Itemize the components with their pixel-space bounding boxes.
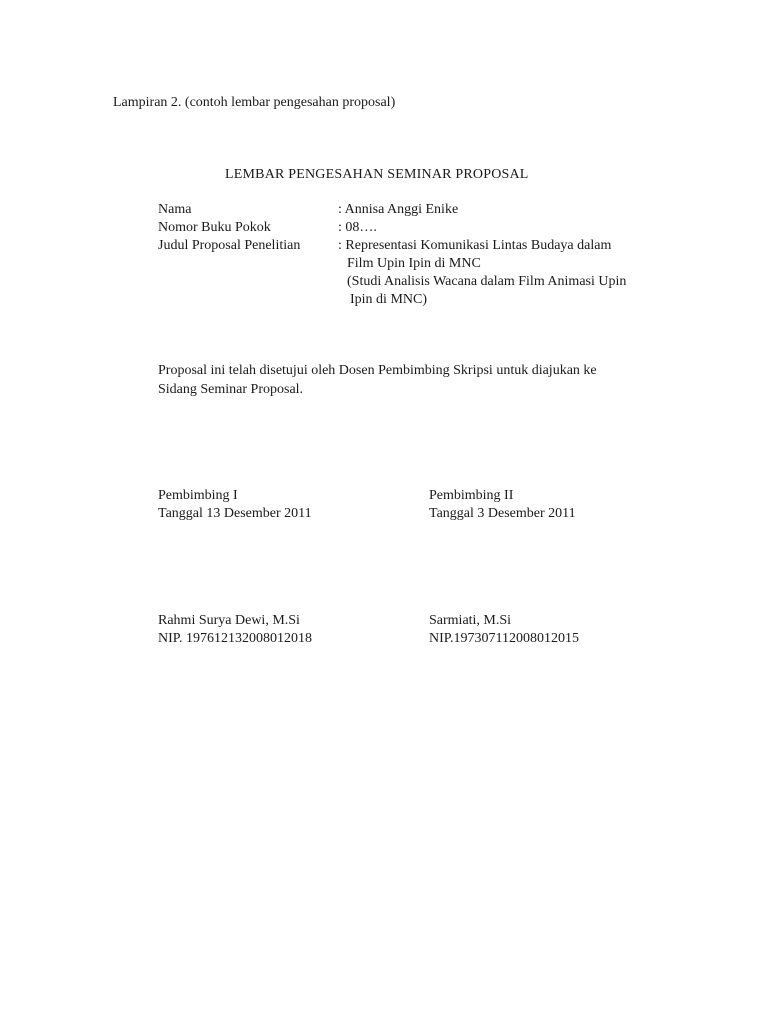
page-title: LEMBAR PENGESAHAN SEMINAR PROPOSAL bbox=[225, 167, 529, 182]
supervisor-1-nip: NIP. 197612132008012018 bbox=[158, 631, 313, 646]
proposal-title-value-line2: Film Upin Ipin di MNC bbox=[347, 256, 481, 271]
name-label: Nama bbox=[158, 202, 192, 217]
proposal-title-value-line4: Ipin di MNC) bbox=[350, 292, 427, 307]
proposal-title-label: Judul Proposal Penelitian bbox=[158, 238, 301, 253]
student-number-label: Nomor Buku Pokok bbox=[158, 220, 271, 235]
supervisor-2-role: Pembimbing II bbox=[429, 488, 514, 503]
proposal-title-value-line3: (Studi Analisis Wacana dalam Film Animasi Upin bbox=[347, 274, 627, 289]
supervisor-1-role: Pembimbing I bbox=[158, 488, 238, 503]
student-number-value: : 08…. bbox=[338, 220, 377, 235]
supervisor-2-date: Tanggal 3 Desember 2011 bbox=[429, 506, 576, 521]
proposal-title-value-line1: : Representasi Komunikasi Lintas Budaya dalam bbox=[338, 238, 612, 253]
supervisor-1-name: Rahmi Surya Dewi, M.Si bbox=[158, 613, 300, 628]
supervisor-2-name: Sarmiati, M.Si bbox=[429, 613, 512, 628]
appendix-label: Lampiran 2. (contoh lembar pengesahan proposal) bbox=[113, 95, 396, 110]
supervisor-2-nip: NIP.197307112008012015 bbox=[429, 631, 579, 646]
approval-statement-line1: Proposal ini telah disetujui oleh Dosen Pembimbing Skripsi untuk diajukan ke bbox=[158, 363, 597, 378]
supervisor-1-date: Tanggal 13 Desember 2011 bbox=[158, 506, 312, 521]
name-value: : Annisa Anggi Enike bbox=[338, 202, 459, 217]
approval-statement-line2: Sidang Seminar Proposal. bbox=[158, 382, 304, 397]
